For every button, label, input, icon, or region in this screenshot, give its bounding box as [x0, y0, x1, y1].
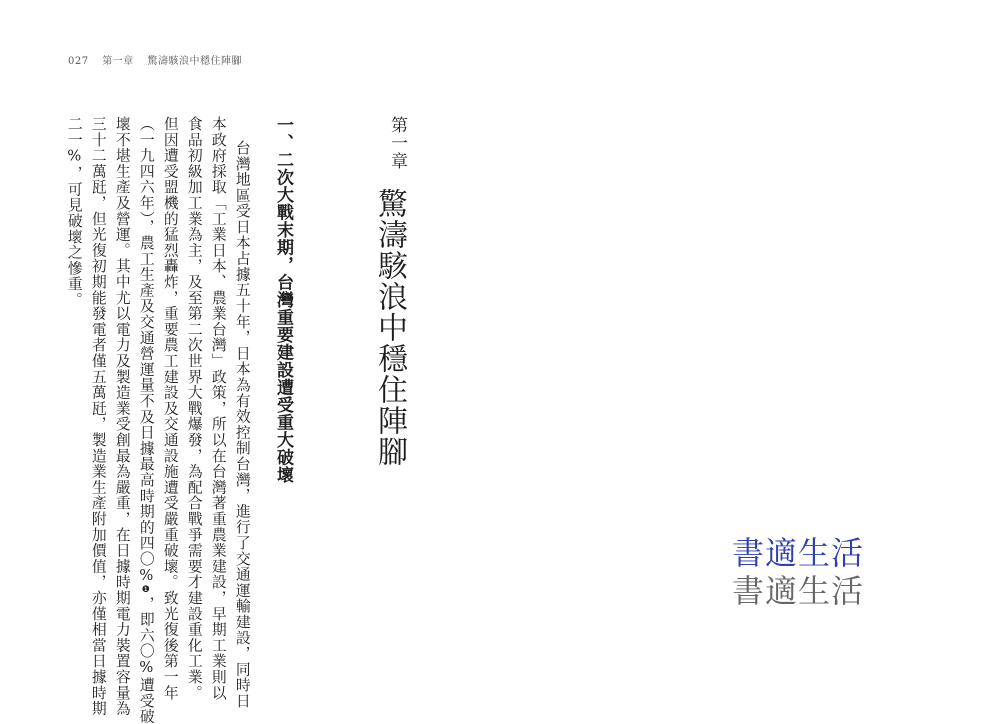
body-line: 食品初級加工業為主，及至第二次世界大戰爆發，為配合戰爭需要才建設重化工業。: [185, 116, 203, 701]
body-line: 三十二萬瓩，但光復初期能發電者僅五萬瓩，製造業生產附加價值，亦僅相當日據時期: [89, 116, 107, 717]
body-line: 台灣地區受日本占據五十年，日本為有效控制台灣，進行了交通運輸建設，同時日: [233, 140, 251, 709]
watermark-line-1: 書適生活: [732, 534, 865, 572]
body-line-head: （一九四六年），農工生產及交通營運量不及日據最高時期的四〇%: [137, 116, 155, 585]
footnote-marker[interactable]: ❶: [140, 584, 151, 596]
section-heading: 一、二次大戰末期，台灣重要建設遭受重大破壞: [273, 116, 293, 484]
running-head-title: 驚濤駭浪中穩住陣腳: [147, 56, 242, 67]
body-line: 但因遭受盟機的猛烈轟炸，重要農工建設及交通設施遭受嚴重破壞。致光復後第一年: [161, 116, 179, 701]
body-line-tail: ，即六〇%遭受破: [137, 595, 155, 724]
body-line: 本政府採取「工業日本、農業台灣」政策，所以在台灣著重農業建設，早期工業則以: [209, 116, 227, 701]
body-line: 二一%，可見破壞之慘重。: [65, 116, 83, 308]
running-head-chapter: 第一章: [102, 56, 134, 67]
chapter-label: 第一章: [387, 116, 407, 170]
body-line: 壞不堪生產及營運。其中尤以電力及製造業受創最為嚴重，在日據時期電力裝置容量為: [113, 116, 131, 717]
chapter-title: 驚濤駭浪中穩住陣腳: [372, 188, 407, 467]
watermark-line-2: 書適生活: [732, 572, 865, 610]
running-head: [68, 52, 252, 67]
page-number: 027: [68, 56, 89, 67]
body-line: [138, 116, 153, 724]
